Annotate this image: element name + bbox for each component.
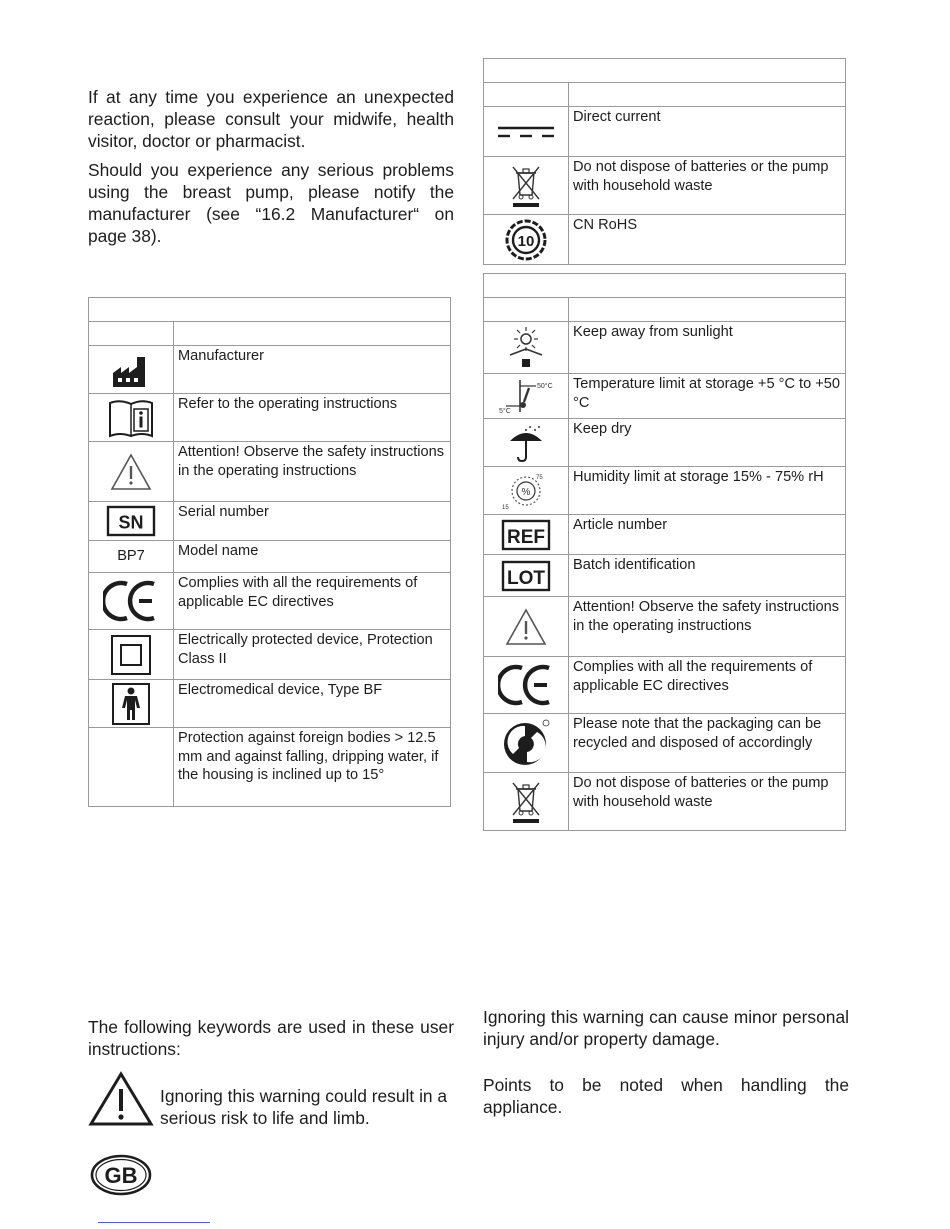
table-row [484,107,846,157]
intro-paragraph-2: Should you experience any serious problems using the breast pump, please notify the manufacturer (see “16.2 Manufacturer“ on page 38). [88,160,454,246]
note-keyword-text: Points to be noted when handling the appliance. [483,1075,849,1117]
table-row [484,773,846,831]
table-cell: Complies with all the requirements of applicable EC directives [569,657,846,714]
table-subheader-row [484,83,846,107]
caution-keyword-text: Ignoring this warning can cause minor personal injury and/or property damage. [483,1007,849,1049]
warning-triangle-icon [89,442,174,502]
table-cell: Do not dispose of batteries or the pump with household waste [569,157,846,215]
table-row [89,541,451,573]
lot-icon [484,555,569,597]
type-bf-icon [89,680,174,728]
svg-text:%: % [521,486,531,498]
weee-bin-icon [484,773,569,831]
country-badge [90,1154,152,1201]
humidity-low-label: 15 [502,504,509,511]
table-cell: Please note that the packaging can be recycled and disposed of accordingly [569,714,846,773]
warning-keyword-text: Ignoring this warning could result in a serious risk to life and limb. [160,1086,448,1128]
table-cell: Keep away from sunlight [569,322,846,374]
table-row [89,502,451,541]
table-cell: Temperature limit at storage +5 °C to +50 °C [569,374,846,419]
table-cell: Model name [174,541,451,573]
temp-high-label: 50°C [537,383,553,390]
weee-bin-icon [484,157,569,215]
table-row [89,573,451,630]
table-row [89,630,451,680]
table-row [484,515,846,555]
serial-number-icon [89,502,174,541]
table-header-row [484,59,846,83]
table-row [484,419,846,467]
table-header-row [89,298,451,322]
country-code-label: GB [104,1163,138,1188]
table-header-row [484,274,846,298]
table-cell: Electromedical device, Type BF [174,680,451,728]
table-cell: Serial number [174,502,451,541]
table-cell: Direct current [569,107,846,157]
operating-instructions-icon [89,394,174,442]
table-row [89,346,451,394]
direct-current-icon [484,107,569,157]
table-cell: Article number [569,515,846,555]
table-cell: Attention! Observe the safety instructions in the operating instructions [569,597,846,657]
table-cell: Do not dispose of batteries or the pump with household waste [569,773,846,831]
table-cell: CN RoHS [569,215,846,265]
table-row [484,714,846,773]
warning-triangle-large-icon [88,1071,154,1132]
keywords-intro: The following keywords are used in these user instructions: [88,1017,454,1059]
table-row [89,394,451,442]
power-symbols-table [483,58,846,265]
ref-icon [484,515,569,555]
table-subheader-row [484,298,846,322]
packaging-symbols-table [483,273,846,831]
ce-mark-icon [89,573,174,630]
warning-triangle-icon [484,597,569,657]
lot-label: LOT [507,567,545,589]
table-row [484,322,846,374]
table-row [89,680,451,728]
manufacturer-icon [89,346,174,394]
table-row [484,157,846,215]
table-cell: Keep dry [569,419,846,467]
keep-dry-icon [484,419,569,467]
green-dot-icon [484,714,569,773]
table-row [484,374,846,419]
table-row [89,728,451,807]
humidity-high-label: 75 [536,474,543,481]
device-symbols-table [88,297,451,807]
table-row [484,597,846,657]
table-cell: Protection against foreign bodies > 12.5 mm and against falling, dripping water, if the housing is inclined up to 15° [174,728,451,807]
cn-rohs-icon [484,215,569,265]
table-subheader-row [89,322,451,346]
temp-low-label: 5°C [499,408,511,415]
table-row [484,467,846,515]
serial-number-label: SN [118,512,144,533]
model-name-label: BP7 [89,541,174,573]
table-row [484,555,846,597]
table-row [484,215,846,265]
protection-class-ii-icon [89,630,174,680]
humidity-limit-icon [484,467,569,515]
rohs-period-label: 10 [517,232,535,250]
table-row [89,442,451,502]
intro-paragraphs [88,87,454,256]
ce-mark-icon [484,657,569,714]
table-cell: Manufacturer [174,346,451,394]
table-cell: Refer to the operating instructions [174,394,451,442]
footer-divider [98,1222,210,1223]
table-cell: Humidity limit at storage 15% - 75% rH [569,467,846,515]
sunlight-icon [484,322,569,374]
table-cell: Complies with all the requirements of applicable EC directives [174,573,451,630]
ref-label: REF [507,526,545,548]
table-cell: Batch identification [569,555,846,597]
table-cell: Electrically protected device, Protection Class II [174,630,451,680]
intro-paragraph-1: If at any time you experience an unexpected reaction, please consult your midwife, health visitor, doctor or pharmacist. [88,87,454,151]
table-row [484,657,846,714]
table-cell: Attention! Observe the safety instructions in the operating instructions [174,442,451,502]
ip-rating-icon [89,728,174,807]
temperature-limit-icon [484,374,569,419]
